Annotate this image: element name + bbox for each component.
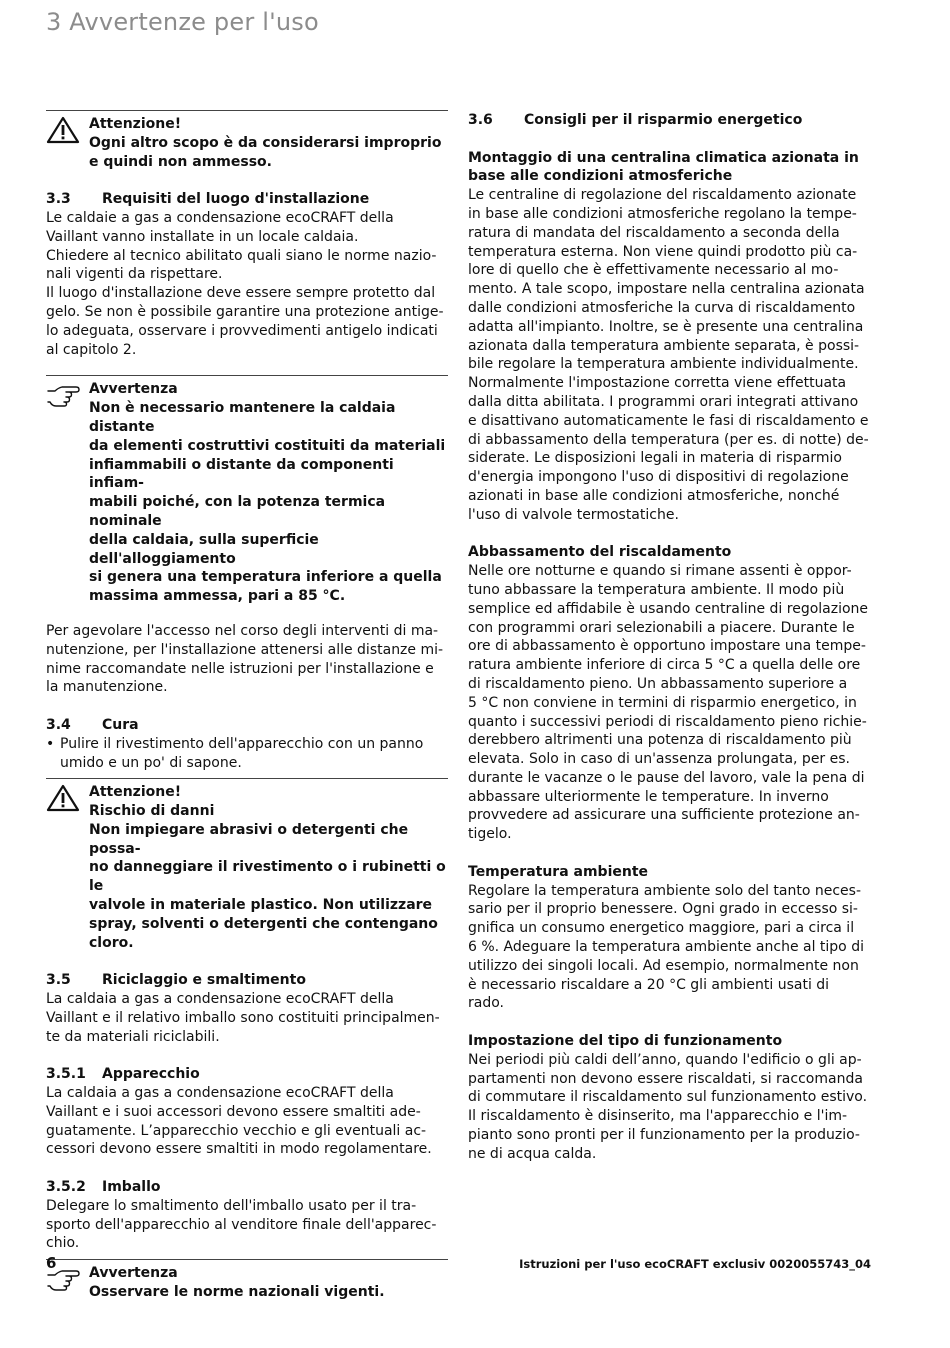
text-line: al capitolo 2. bbox=[46, 341, 137, 358]
text-line: sporto dell'apparecchio al venditore finale dell'apparec- bbox=[46, 1216, 437, 1233]
notice-text-line: si genera una temperatura inferiore a quella bbox=[89, 569, 442, 586]
text-line: dalle condizioni atmosferiche la curva di riscaldamento bbox=[468, 299, 856, 316]
notice-title: Avvertenza bbox=[89, 381, 178, 398]
text-line: Nelle ore notturne e quando si rimane assenti è oppor- bbox=[468, 563, 852, 580]
notice-advice-1 bbox=[46, 375, 448, 606]
notice-text-line: spray, solventi o detergenti che contengano bbox=[89, 915, 438, 932]
text-line: l'uso di valvole termostatiche. bbox=[468, 506, 679, 523]
text-line: Normalmente l'impostazione corretta viene effettuata bbox=[468, 375, 847, 392]
text-line: ne di acqua calda. bbox=[468, 1145, 597, 1162]
text-line: nutenzione, per l'installazione attenersi alle distanze mi- bbox=[46, 641, 444, 658]
section-number: 3.5 bbox=[46, 972, 71, 989]
page-number: 6 bbox=[46, 1254, 57, 1272]
warning-triangle-icon bbox=[46, 784, 80, 812]
bullet-marker: • bbox=[46, 735, 55, 752]
section-heading-3-5 bbox=[46, 971, 448, 990]
text-line: gelo. Se non è possibile garantire una protezione antige- bbox=[46, 303, 444, 320]
section-heading-3-3 bbox=[46, 190, 448, 209]
text-line: 5 °C non conviene in termini di risparmio energetico, in bbox=[468, 694, 857, 711]
text-line: ratura di mandata del riscaldamento a seconda della bbox=[468, 224, 840, 241]
notice-text-line: no danneggiare il rivestimento o i rubinetti o le bbox=[89, 859, 446, 895]
text-line: cessori devono essere smaltiti in modo regolamentare. bbox=[46, 1141, 432, 1158]
text-line: utilizzo dei singoli locali. Ad esempio, normalmente non bbox=[468, 957, 859, 974]
text-line: Vaillant e il relativo imballo sono costituiti principalmen- bbox=[46, 1009, 440, 1026]
text-line: Nei periodi più caldi dell’anno, quando l'edificio o gli ap- bbox=[468, 1051, 862, 1068]
text-line: abbassare ulteriormente le temperature. In inverno bbox=[468, 788, 829, 805]
subsection-title: Impostazione del tipo di funzionamento bbox=[468, 1033, 783, 1050]
text-line: gnifica un consumo energetico maggiore, pari a circa il bbox=[468, 920, 855, 937]
text-line: nali vigenti da rispettare. bbox=[46, 266, 223, 283]
notice-title: Avvertenza bbox=[89, 1265, 178, 1282]
text-line: e disattivano automaticamente le fasi di riscaldamento e bbox=[468, 412, 869, 429]
warning-triangle-icon bbox=[46, 116, 80, 144]
section-number: 3.6 bbox=[468, 112, 493, 128]
section-number: 3.5.2 bbox=[46, 1179, 86, 1196]
text-line: semplice ed affidabile è usando centraline di regolazione bbox=[468, 600, 869, 617]
text-line: azionati in base alle condizioni atmosferiche, nonché bbox=[468, 487, 840, 504]
text-line: lo adeguata, osservare i provvedimenti antigelo indicati bbox=[46, 322, 438, 339]
text-line: Pulire il rivestimento dell'apparecchio con un panno bbox=[60, 735, 424, 752]
text-line: in base alle condizioni atmosferiche regolano la tempe- bbox=[468, 205, 857, 222]
notice-advice-2 bbox=[46, 1259, 448, 1302]
notice-text: Ogni altro scopo è da considerarsi improprio e quindi non ammesso. bbox=[89, 134, 442, 170]
section-number: 3.4 bbox=[46, 716, 71, 733]
text-line: temperatura esterna. Non viene quindi prodotto più ca- bbox=[468, 243, 858, 260]
text-line: partamenti non devono essere riscaldati, si raccomanda bbox=[468, 1070, 863, 1087]
text-line: Vaillant vanno installate in un locale caldaia. bbox=[46, 228, 359, 245]
text-line: lore di quello che è effettivamente necessario al mo- bbox=[468, 262, 839, 279]
pointing-hand-icon bbox=[46, 381, 80, 409]
text-line: sario per il proprio benessere. Ogni grado in eccesso si- bbox=[468, 901, 858, 918]
notice-text-line: massima ammessa, pari a 85 °C. bbox=[89, 588, 346, 605]
notice-text-line: infiammabili o distante da componenti infiam- bbox=[89, 456, 394, 492]
section-title: Cura bbox=[102, 716, 139, 733]
text-line: tuno abbassare la temperatura ambiente. Il modo più bbox=[468, 581, 845, 598]
section-body bbox=[46, 990, 448, 1046]
section-title: Imballo bbox=[102, 1179, 161, 1196]
page-header-title: 3 Avvertenze per l'uso bbox=[46, 8, 319, 36]
notice-attention-2 bbox=[46, 778, 448, 952]
section-title: Consigli per il risparmio energetico bbox=[524, 112, 803, 128]
notice-text-line: mabili poiché, con la potenza termica nominale bbox=[89, 494, 386, 529]
text-line: di abbassamento della temperatura (per es. di notte) de- bbox=[468, 431, 869, 448]
text-line: di commutare il riscaldamento sul funzionamento estivo. bbox=[468, 1089, 868, 1106]
text-line: Delegare lo smaltimento dell'imballo usato per il tra- bbox=[46, 1197, 417, 1214]
text-line: La caldaia a gas a condensazione ecoCRAFT della bbox=[46, 1085, 394, 1102]
notice-text-line: Non è necessario mantenere la caldaia distante bbox=[89, 400, 396, 435]
section-heading-3-4 bbox=[46, 716, 448, 735]
text-line: d'energia impongono l'uso di dispositivi di regolazione bbox=[468, 469, 849, 486]
section-title: Riciclaggio e smaltimento bbox=[102, 972, 306, 989]
section-number: 3.3 bbox=[46, 191, 71, 208]
access-paragraph bbox=[46, 622, 448, 697]
text-line: ratura ambiente inferiore di circa 5 °C a quella delle ore bbox=[468, 657, 861, 674]
text-line: Per agevolare l'accesso nel corso degli interventi di ma- bbox=[46, 622, 439, 639]
text-line: 6 %. Adeguare la temperatura ambiente anche al tipo di bbox=[468, 939, 864, 956]
text-line: Regolare la temperatura ambiente solo del tanto neces- bbox=[468, 882, 862, 899]
text-line: adatta all'impianto. Inoltre, se è presente una centralina bbox=[468, 318, 864, 335]
section-title: Apparecchio bbox=[102, 1066, 200, 1083]
subsection-title: Abbassamento del riscaldamento bbox=[468, 544, 732, 561]
subsection-heating-reduction bbox=[468, 543, 872, 844]
text-line: provvedere ad assicurare una sufficiente protezione an- bbox=[468, 807, 860, 824]
notice-text-line: Non impiegare abrasivi o detergenti che possa- bbox=[89, 821, 409, 857]
notice-subtitle: Rischio di danni bbox=[89, 803, 215, 820]
text-line: Vaillant e i suoi accessori devono essere smaltiti ade- bbox=[46, 1103, 421, 1120]
text-line: nime raccomandate nelle istruzioni per l'installazione e bbox=[46, 660, 434, 677]
notice-title: Attenzione! bbox=[89, 116, 182, 132]
text-line: elevata. Solo in caso di un'assenza prolungata, per es. bbox=[468, 751, 850, 768]
text-line: Chiedere al tecnico abilitato quali siano le norme nazio- bbox=[46, 247, 437, 264]
text-line: Il luogo d'installazione deve essere sempre protetto dal bbox=[46, 285, 436, 302]
text-line: te da materiali riciclabili. bbox=[46, 1028, 220, 1045]
notice-attention-1 bbox=[46, 110, 448, 171]
notice-text: Osservare le norme nazionali vigenti. bbox=[89, 1284, 385, 1301]
notice-text-line: cloro. bbox=[89, 934, 134, 951]
section-heading-3-5-1 bbox=[46, 1065, 448, 1084]
text-line: tigelo. bbox=[468, 826, 512, 843]
text-line: di riscaldamento pieno. Un abbassamento superiore a bbox=[468, 675, 848, 692]
section-title: Requisiti del luogo d'installazione bbox=[102, 191, 370, 208]
text-line: mento. A tale scopo, impostare nella centralina azionata bbox=[468, 281, 865, 298]
text-line: la manutenzione. bbox=[46, 679, 168, 696]
text-line: siderate. Le disposizioni legali in materia di risparmio bbox=[468, 450, 843, 467]
text-line: durante le vacanze o le pause del lavoro, vale la pena di bbox=[468, 769, 865, 786]
subsection-title: Montaggio di una centralina climatica azionata in bbox=[468, 149, 859, 166]
left-column bbox=[46, 110, 448, 1302]
text-line: Il riscaldamento è disinserito, ma l'apparecchio e l'im- bbox=[468, 1108, 848, 1125]
section-heading-3-5-2 bbox=[46, 1178, 448, 1197]
subsection-room-temperature bbox=[468, 863, 872, 1013]
right-column bbox=[468, 110, 872, 1164]
notice-text-line: da elementi costruttivi costituiti da materiali bbox=[89, 437, 446, 454]
text-line: Le centraline di regolazione del riscaldamento azionate bbox=[468, 187, 857, 204]
notice-text-line: della caldaia, sulla superficie dell'alloggiamento bbox=[89, 531, 319, 567]
section-body bbox=[46, 1084, 448, 1159]
text-line: bile regolare la temperatura ambiente individualmente. bbox=[468, 356, 859, 373]
text-line: ore di abbassamento è opportuno impostare una tempe- bbox=[468, 638, 866, 655]
text-line: Le caldaie a gas a condensazione ecoCRAFT della bbox=[46, 209, 394, 226]
section-heading-3-6 bbox=[468, 111, 872, 130]
section-number: 3.5.1 bbox=[46, 1066, 86, 1083]
text-line: guatamente. L’apparecchio vecchio e gli eventuali ac- bbox=[46, 1122, 427, 1139]
subsection-climate-control bbox=[468, 149, 872, 525]
subsection-title: base alle condizioni atmosferiche bbox=[468, 168, 733, 185]
text-line: La caldaia a gas a condensazione ecoCRAFT della bbox=[46, 991, 394, 1008]
text-line: rado. bbox=[468, 995, 504, 1012]
text-line: derebbero altrimenti una potenza di riscaldamento più bbox=[468, 732, 852, 749]
section-body bbox=[46, 209, 448, 359]
notice-text-line: valvole in materiale plastico. Non utilizzare bbox=[89, 897, 433, 914]
text-line: umido e un po' di sapone. bbox=[60, 754, 242, 771]
section-body bbox=[46, 1197, 448, 1253]
text-line: con programmi orari selezionabili a piacere. Durante le bbox=[468, 619, 855, 636]
text-line: è necessario riscaldare a 20 °C gli ambienti usati di bbox=[468, 976, 830, 993]
subsection-operating-mode bbox=[468, 1032, 872, 1164]
text-line: dalla ditta abilitata. I programmi orari integrati attivano bbox=[468, 393, 859, 410]
bullet-item bbox=[46, 735, 448, 773]
text-line: azionata dalla temperatura ambiente separata, è possi- bbox=[468, 337, 860, 354]
notice-title: Attenzione! bbox=[89, 784, 182, 801]
text-line: chio. bbox=[46, 1235, 80, 1252]
text-line: quanto i successivi periodi di riscaldamento pieno richie- bbox=[468, 713, 867, 730]
subsection-title: Temperatura ambiente bbox=[468, 863, 649, 880]
text-line: pianto sono pronti per il funzionamento per la produzio- bbox=[468, 1127, 860, 1144]
document-reference: Istruzioni per l'uso ecoCRAFT exclusiv 0020055743_04 bbox=[519, 1257, 871, 1271]
